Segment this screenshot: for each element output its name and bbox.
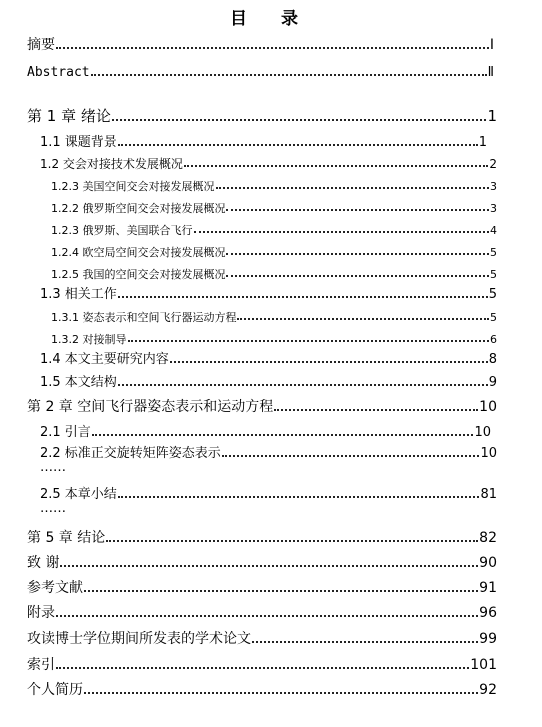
- dot-leader: [56, 47, 489, 49]
- toc-entry-label: 2.5 本章小结: [40, 487, 117, 502]
- dot-leader: [56, 667, 469, 669]
- dot-leader: [118, 296, 488, 298]
- toc-entry-page: 5: [490, 311, 497, 324]
- toc-entry-2-5[interactable]: [40, 481, 497, 501]
- toc-entry-label: 1.2.3 美国空间交会对接发展概况: [51, 180, 215, 193]
- toc-entry-resume[interactable]: [27, 677, 497, 697]
- toc-entry-page: 99: [479, 631, 497, 647]
- toc-entry-page: 5: [490, 268, 497, 281]
- toc-entry-page: 10: [479, 399, 497, 415]
- toc-entry-1-2-2[interactable]: [51, 194, 497, 214]
- dot-leader: [128, 340, 490, 342]
- dot-leader: [106, 540, 478, 542]
- toc-entry-chapter-5[interactable]: [27, 525, 497, 545]
- toc-entry-page: 8: [488, 352, 497, 367]
- toc-entry-label: 1.2.3 俄罗斯、美国联合飞行: [51, 224, 193, 237]
- toc-entry-references[interactable]: [27, 575, 497, 595]
- dot-leader: [91, 74, 487, 76]
- toc-entry-page: 3: [490, 180, 497, 193]
- toc-entry-label: 1.4 本文主要研究内容: [40, 352, 169, 367]
- dot-leader: [226, 209, 489, 211]
- dot-leader: [184, 165, 488, 167]
- toc-entry-label: Abstract: [27, 65, 90, 80]
- toc-entry-page: 96: [479, 605, 497, 621]
- dot-leader: [92, 434, 474, 436]
- toc-entry-abstract-cn[interactable]: [27, 32, 494, 52]
- toc-entry-label: 1.2 交会对接技术发展概况: [40, 157, 183, 171]
- toc-entry-1-2[interactable]: [40, 150, 497, 170]
- toc-entry-label: 1.5 本文结构: [40, 375, 117, 390]
- dot-leader: [84, 590, 478, 592]
- toc-entry-page: 6: [490, 333, 497, 346]
- toc-entry-page: 10: [480, 446, 497, 461]
- toc-entry-label: 致 谢: [27, 555, 60, 571]
- toc-entry-label: 1.3.1 姿态表示和空间飞行器运动方程: [51, 311, 237, 324]
- toc-entry-appendix[interactable]: [27, 600, 497, 620]
- toc-entry-page: 90: [479, 555, 497, 571]
- toc-entry-label: 1.3 相关工作: [40, 287, 117, 302]
- toc-entry-label: 参考文献: [27, 580, 83, 596]
- toc-entry-page: 1: [478, 135, 487, 150]
- toc-entry-label: 索引: [27, 657, 55, 673]
- toc-entry-label: 附录: [27, 605, 55, 621]
- toc-entry-page: 2: [489, 157, 497, 171]
- toc-entry-index[interactable]: [27, 652, 497, 672]
- toc-entry-page: 5: [488, 287, 497, 302]
- dot-leader: [170, 361, 488, 363]
- toc-entry-page: Ⅱ: [487, 65, 494, 80]
- toc-entry-1-2-3-us[interactable]: [51, 172, 497, 192]
- toc-entry-page: 3: [490, 202, 497, 215]
- toc-entry-1-3-1[interactable]: [51, 303, 497, 323]
- toc-entry-label: 2.1 引言: [40, 425, 91, 440]
- toc-entry-page: 81: [480, 487, 497, 502]
- toc-entry-label: 1.1 课题背景: [40, 135, 117, 150]
- toc-entry-acknowledgement[interactable]: [27, 550, 497, 570]
- dot-leader: [84, 692, 478, 694]
- toc-entry-1-1[interactable]: [40, 129, 487, 149]
- toc-entry-1-2-3-joint[interactable]: [51, 216, 497, 236]
- toc-entry-label: 2.2 标准正交旋转矩阵姿态表示: [40, 446, 221, 461]
- toc-entry-chapter-1[interactable]: [27, 104, 497, 124]
- toc-entry-page: 101: [470, 657, 497, 673]
- toc-entry-page: 10: [474, 425, 491, 440]
- toc-entry-1-4[interactable]: [40, 346, 497, 366]
- toc-entry-label: 个人简历: [27, 682, 83, 698]
- dot-leader: [118, 384, 488, 386]
- toc-entry-page: 9: [488, 375, 497, 390]
- continuation-dots: ……: [40, 501, 66, 516]
- toc-entry-label: 第 1 章 绪论: [27, 107, 111, 125]
- toc-entry-page: Ⅰ: [489, 37, 494, 53]
- toc-entry-label: 第 5 章 结论: [27, 530, 106, 546]
- toc-entry-label: 第 2 章 空间飞行器姿态表示和运动方程: [27, 399, 274, 415]
- toc-entry-label: 1.2.4 欧空局空间交会对接发展概况: [51, 246, 226, 259]
- dot-leader: [118, 496, 480, 498]
- toc-entry-1-2-5[interactable]: [51, 260, 497, 280]
- toc-entry-page: 91: [479, 580, 497, 596]
- toc-entry-label: 摘要: [27, 37, 55, 53]
- continuation-dots: ……: [40, 460, 66, 475]
- toc-entry-page: 4: [490, 224, 497, 237]
- toc-entry-page: 92: [479, 682, 497, 698]
- toc-entry-1-5[interactable]: [40, 369, 497, 389]
- toc-entry-page: 5: [490, 246, 497, 259]
- toc-entry-1-2-4[interactable]: [51, 238, 497, 258]
- toc-entry-1-3[interactable]: [40, 281, 497, 301]
- toc-entry-label: 1.3.2 对接制导: [51, 333, 127, 346]
- toc-entry-publications[interactable]: [27, 626, 497, 646]
- dot-leader: [252, 641, 478, 643]
- toc-entry-page: 1: [487, 107, 497, 125]
- toc-entry-2-1[interactable]: [40, 419, 491, 439]
- dot-leader: [226, 253, 489, 255]
- toc-entry-label: 攻读博士学位期间所发表的学术论文: [27, 631, 251, 647]
- dot-leader: [237, 318, 489, 320]
- dot-leader: [226, 275, 489, 277]
- dot-leader: [216, 187, 490, 189]
- dot-leader: [222, 455, 480, 457]
- dot-leader: [194, 231, 490, 233]
- toc-title: 目 录: [230, 9, 312, 29]
- dot-leader: [118, 144, 478, 146]
- dot-leader: [112, 119, 487, 121]
- dot-leader: [60, 565, 478, 567]
- dot-leader: [56, 615, 478, 617]
- toc-entry-label: 1.2.5 我国的空间交会对接发展概况: [51, 268, 226, 281]
- toc-entry-page: 82: [479, 530, 497, 546]
- toc-entry-abstract-en[interactable]: [27, 59, 494, 79]
- toc-entry-1-3-2[interactable]: [51, 325, 497, 345]
- toc-entry-label: 1.2.2 俄罗斯空间交会对接发展概况: [51, 202, 226, 215]
- dot-leader: [274, 409, 478, 411]
- toc-entry-2-2[interactable]: [40, 440, 497, 460]
- toc-entry-chapter-2[interactable]: [27, 394, 497, 414]
